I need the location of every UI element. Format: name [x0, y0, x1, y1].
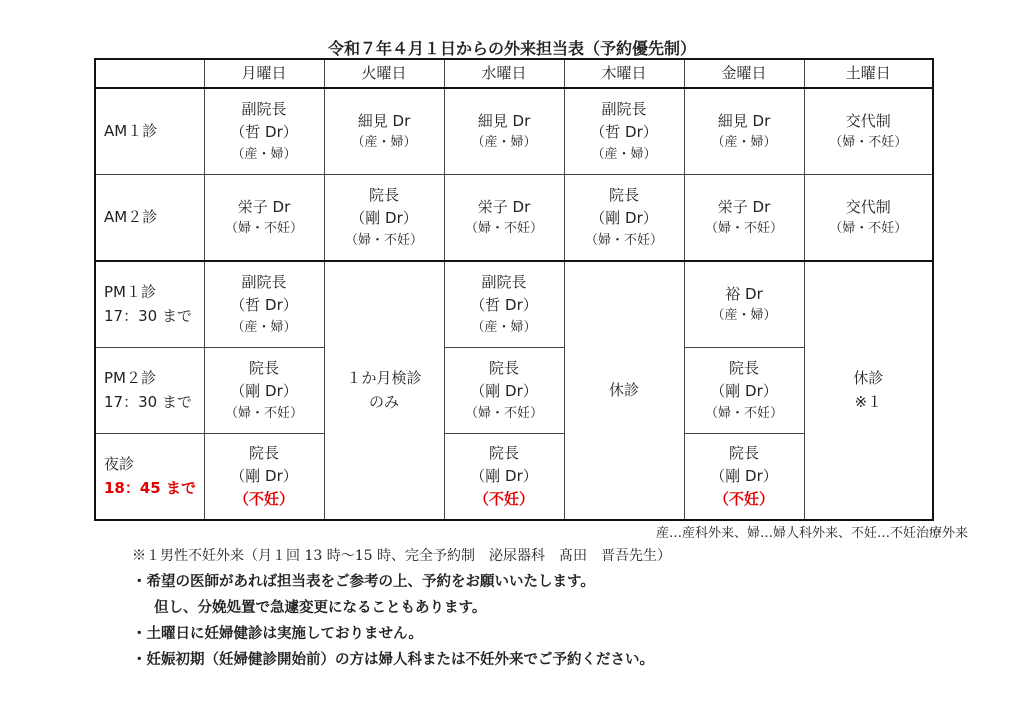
- cell-line: ※１: [854, 392, 883, 411]
- cell-line: 院長: [728, 443, 759, 462]
- note-male-infertility: ※１男性不妊外来（月１回 13 時～15 時、完全予約制 泌尿器科 髙田 晋吾先生）: [132, 548, 671, 564]
- cell-line: 細見 Dr: [357, 111, 411, 130]
- cell-line: （婦・不妊）: [464, 405, 543, 421]
- cell-line: 休診: [853, 369, 884, 388]
- cell-line: 副院長: [601, 100, 647, 119]
- cell-line: （産・婦）: [351, 135, 417, 151]
- cell-line: 院長: [728, 359, 759, 378]
- cell-am2-tue: [324, 175, 444, 262]
- cell-am1-fri: [684, 88, 804, 175]
- cell-line: 裕 Dr: [725, 284, 763, 303]
- cell-pm2-wed: [444, 348, 564, 434]
- cell-line: （産・婦）: [591, 146, 657, 162]
- cell-line: 栄子 Dr: [237, 197, 291, 216]
- cell-line: （婦・不妊）: [704, 221, 783, 237]
- cell-line: （産・婦）: [231, 146, 297, 162]
- cell-line: １か月検診: [346, 369, 422, 388]
- cell-line: （婦・不妊）: [344, 232, 423, 248]
- cell-am2-sat: [804, 175, 933, 262]
- cell-am2-mon: [204, 175, 324, 262]
- cell-pm-tue-merged: [324, 261, 444, 520]
- cell-am1-thu: [564, 88, 684, 175]
- cell-am2-wed: [444, 175, 564, 262]
- cell-line: 副院長: [241, 273, 287, 292]
- day-header-wed: 水曜日: [444, 59, 564, 88]
- cell-line: （哲 Dr）: [470, 296, 538, 315]
- cell-pm2-mon: [204, 348, 324, 434]
- row-am2: [95, 175, 933, 262]
- note-doctor-request: ・希望の医師があれば担当表をご参考の上、予約をお願いいたします。: [132, 573, 595, 590]
- cell-am1-sat: [804, 88, 933, 175]
- legend-text: 産…産科外来、婦…婦人科外来、不妊…不妊治療外来: [655, 526, 968, 541]
- cell-line: 細見 Dr: [477, 111, 531, 130]
- row-label-sub: 17：30 まで: [104, 306, 192, 325]
- cell-line: 栄子 Dr: [477, 197, 531, 216]
- note-schedule-change: 但し、分娩処置で急遽変更になることもあります。: [154, 599, 487, 616]
- row-am1: [95, 88, 933, 175]
- cell-am1-tue: [324, 88, 444, 175]
- cell-am1-wed: [444, 88, 564, 175]
- row-label-main: PM２診: [104, 369, 156, 388]
- row-label-sub: 17：30 まで: [104, 392, 192, 411]
- cell-line: （婦・不妊）: [224, 221, 303, 237]
- cell-line: 栄子 Dr: [717, 197, 771, 216]
- cell-am2-fri: [684, 175, 804, 262]
- cell-pm1-mon: [204, 261, 324, 348]
- day-header-sat: 土曜日: [804, 59, 933, 88]
- day-header-tue: 火曜日: [324, 59, 444, 88]
- cell-line: （不妊）: [713, 490, 774, 509]
- cell-night-fri: [684, 434, 804, 521]
- notes: [132, 543, 671, 673]
- cell-line: 細見 Dr: [717, 111, 771, 130]
- cell-line: （産・婦）: [711, 308, 777, 324]
- cell-line: 交代制: [845, 197, 891, 216]
- row-label-am1: AM１診: [95, 88, 204, 175]
- cell-line: （不妊）: [233, 490, 294, 509]
- cell-line: 副院長: [241, 100, 287, 119]
- row-pm1: [95, 261, 933, 348]
- page-title: 令和７年４月１日からの外来担当表（予約優先制）: [327, 39, 696, 58]
- corner-cell: [95, 59, 204, 88]
- note-saturday: ・土曜日に妊婦健診は実施しておりません。: [132, 625, 423, 642]
- row-label-sub: 18：45 まで: [104, 478, 196, 497]
- row-label-main: PM１診: [104, 283, 156, 302]
- note-early-pregnancy: ・妊娠初期（妊婦健診開始前）の方は婦人科または不妊外来でご予約ください。: [132, 651, 654, 668]
- cell-line: （剛 Dr）: [230, 382, 298, 401]
- cell-line: （剛 Dr）: [710, 466, 778, 485]
- cell-pm1-fri: [684, 261, 804, 348]
- cell-line: （不妊）: [473, 490, 534, 509]
- cell-pm1-wed: [444, 261, 564, 348]
- day-header-fri: 金曜日: [684, 59, 804, 88]
- cell-line: （産・婦）: [471, 319, 537, 335]
- cell-line: 休診: [608, 380, 639, 399]
- cell-am2-thu: [564, 175, 684, 262]
- row-label-am2: AM２診: [95, 175, 204, 262]
- header-row: [95, 59, 933, 88]
- cell-line: （婦・不妊）: [584, 232, 663, 248]
- cell-pm2-fri: [684, 348, 804, 434]
- cell-line: （哲 Dr）: [230, 123, 298, 142]
- cell-line: 副院長: [481, 273, 527, 292]
- cell-line: （剛 Dr）: [470, 466, 538, 485]
- day-header-thu: 木曜日: [564, 59, 684, 88]
- row-label-pm2: [95, 348, 204, 434]
- row-label-main: 夜診: [104, 455, 135, 474]
- cell-line: 交代制: [845, 111, 891, 130]
- cell-line: （哲 Dr）: [590, 123, 658, 142]
- cell-line: （剛 Dr）: [230, 466, 298, 485]
- day-header-mon: 月曜日: [204, 59, 324, 88]
- cell-line: （産・婦）: [471, 135, 537, 151]
- cell-pm-sat-merged: [804, 261, 933, 520]
- cell-line: 院長: [248, 359, 279, 378]
- row-label-pm1: [95, 261, 204, 348]
- cell-line: （婦・不妊）: [704, 405, 783, 421]
- cell-line: 院長: [488, 443, 519, 462]
- cell-night-mon: [204, 434, 324, 521]
- cell-line: （哲 Dr）: [230, 296, 298, 315]
- cell-line: 院長: [608, 186, 639, 205]
- row-label-night: [95, 434, 204, 521]
- cell-line: （婦・不妊）: [464, 221, 543, 237]
- cell-line: （婦・不妊）: [829, 135, 908, 151]
- cell-line: 院長: [488, 359, 519, 378]
- cell-line: （剛 Dr）: [350, 209, 418, 228]
- cell-pm-thu-merged: [564, 261, 684, 520]
- cell-am1-mon: [204, 88, 324, 175]
- cell-line: （産・婦）: [711, 135, 777, 151]
- cell-line: （剛 Dr）: [590, 209, 658, 228]
- cell-line: （剛 Dr）: [470, 382, 538, 401]
- cell-line: （剛 Dr）: [710, 382, 778, 401]
- schedule-table: [94, 58, 934, 521]
- cell-night-wed: [444, 434, 564, 521]
- cell-line: （婦・不妊）: [224, 405, 303, 421]
- cell-line: （産・婦）: [231, 319, 297, 335]
- cell-line: （婦・不妊）: [829, 221, 908, 237]
- cell-line: 院長: [368, 186, 399, 205]
- cell-line: 院長: [248, 443, 279, 462]
- cell-line: のみ: [368, 392, 399, 411]
